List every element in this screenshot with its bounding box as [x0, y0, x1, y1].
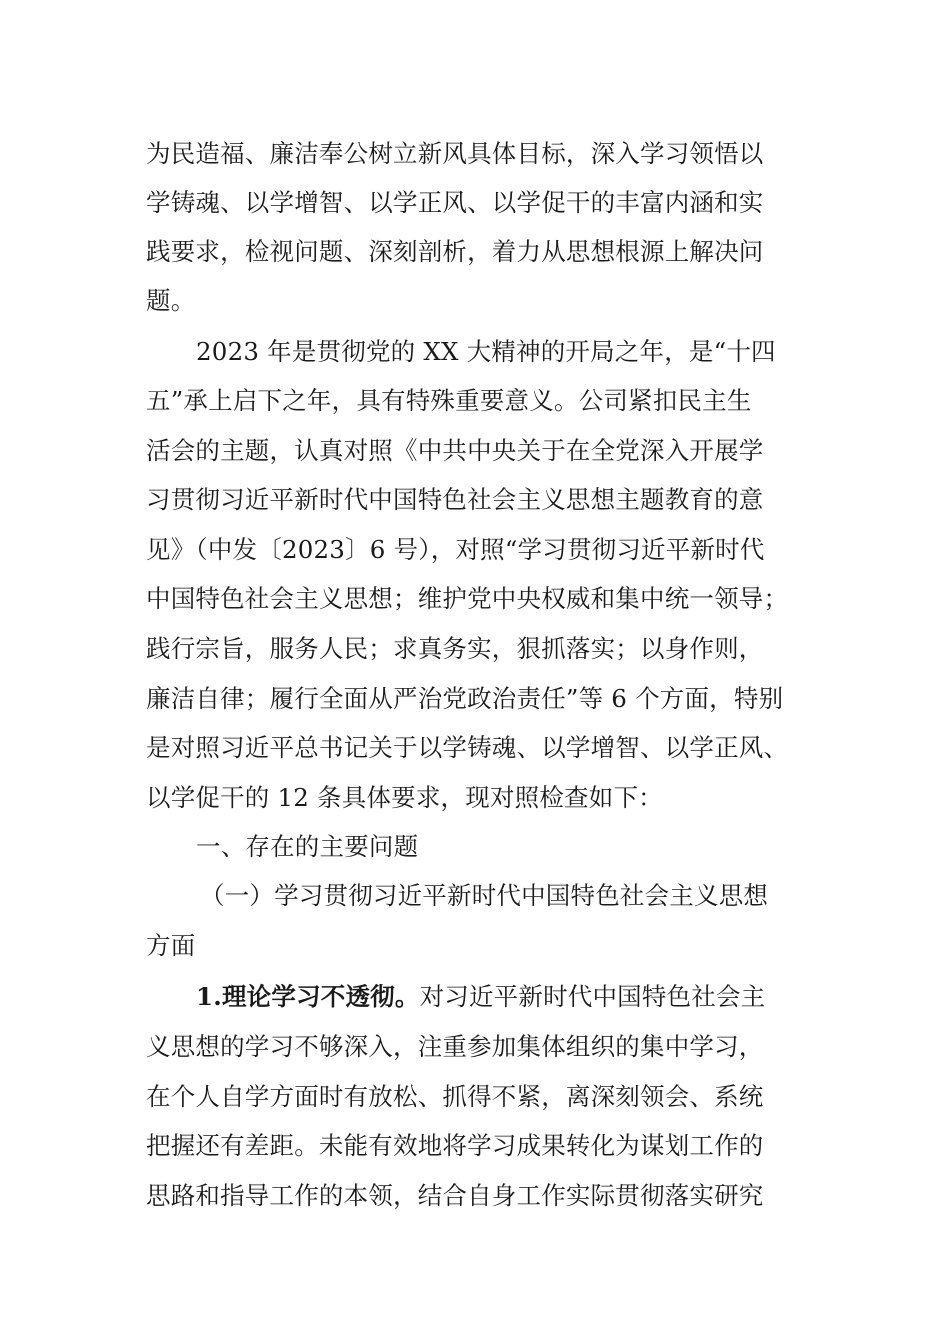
text-line: 在个人自学方面时有放松、抓得不紧，离深刻领会、系统: [146, 1082, 764, 1111]
text-line: 学铸魂、以学增智、以学正风、以学促干的丰富内涵和实: [146, 188, 764, 217]
text-line: 义思想的学习不够深入，注重参加集体组织的集中学习，: [146, 1032, 764, 1061]
text-line: 以学促干的 12 条具体要求，现对照检查如下：: [146, 783, 663, 812]
text-line: 廉洁自律；履行全面从严治党政治责任”等 6 个方面，特别: [146, 684, 784, 713]
paragraph-first-line: 2023 年是贯彻党的 XX 大精神的开局之年，是“十四: [196, 337, 776, 366]
text-line: 见》（中发〔2023〕6 号），对照“学习贯彻习近平新时代: [146, 535, 765, 564]
text-line: 思路和指导工作的本领，结合自身工作实际贯彻落实研究: [146, 1181, 764, 1210]
item-first-line: [196, 982, 765, 1012]
text-line: 践要求，检视问题、深刻剖析，着力从思想根源上解决问: [146, 237, 764, 266]
text-line: 践行宗旨，服务人民；求真务实，狠抓落实；以身作则，: [146, 634, 764, 663]
section-heading: 一、存在的主要问题: [196, 832, 419, 861]
text-line: 中国特色社会主义思想；维护党中央权威和集中统一领导；: [146, 584, 789, 613]
item-bold-heading: 1.理论学习不透彻。: [196, 982, 420, 1011]
subsection-heading: （一）学习贯彻习近平新时代中国特色社会主义思想: [200, 881, 769, 910]
text-line: 习贯彻习近平新时代中国特色社会主义思想主题教育的意: [146, 485, 764, 514]
item-text: 对习近平新时代中国特色社会主: [419, 982, 766, 1011]
text-line: 五”承上启下之年，具有特殊重要意义。公司紧扣民主生: [146, 386, 752, 415]
text-line: 为民造福、廉洁奉公树立新风具体目标，深入学习领悟以: [146, 139, 764, 168]
text-line: 活会的主题，认真对照《中共中央关于在全党深入开展学: [146, 436, 764, 465]
text-line: 是对照习近平总书记关于以学铸魂、以学增智、以学正风、: [146, 733, 789, 762]
subsection-heading-cont: 方面: [146, 931, 196, 960]
text-line: 把握还有差距。未能有效地将学习成果转化为谋划工作的: [146, 1131, 764, 1160]
text-line: 题。: [146, 286, 196, 315]
